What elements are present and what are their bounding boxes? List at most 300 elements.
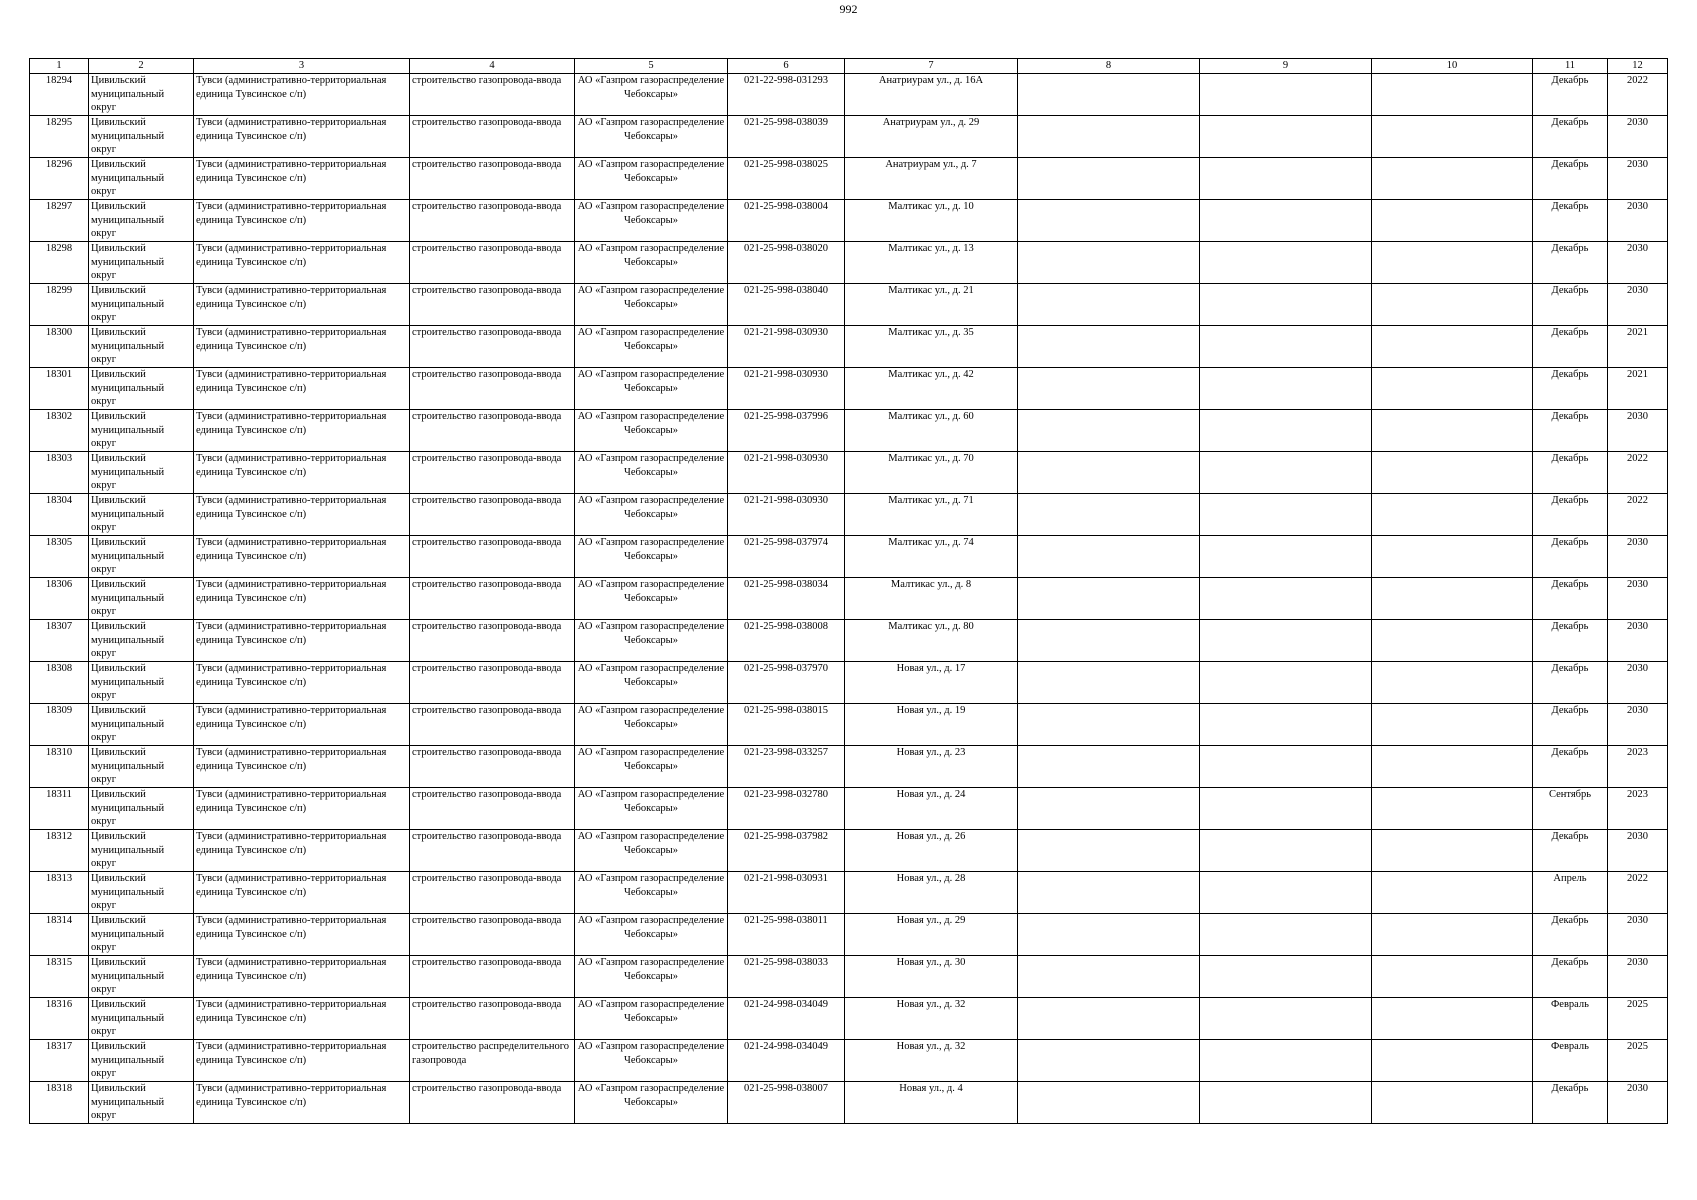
month-cell: Декабрь bbox=[1533, 536, 1608, 578]
table-row bbox=[30, 746, 1668, 788]
work-type-cell: строительство газопровода-ввода bbox=[410, 956, 575, 998]
object-code-cell: 021-23-998-033257 bbox=[728, 746, 845, 788]
work-type-cell: строительство газопровода-ввода bbox=[410, 620, 575, 662]
empty-cell-9 bbox=[1200, 242, 1372, 284]
table-row bbox=[30, 452, 1668, 494]
district-cell: Цивильский муниципальный округ bbox=[89, 746, 194, 788]
row-number: 18305 bbox=[30, 536, 89, 578]
empty-cell-8 bbox=[1018, 410, 1200, 452]
empty-cell-9 bbox=[1200, 956, 1372, 998]
settlement-cell: Тувси (административно-территориальная единица Тувсинское с/п) bbox=[194, 620, 410, 662]
district-cell: Цивильский муниципальный округ bbox=[89, 326, 194, 368]
row-number: 18311 bbox=[30, 788, 89, 830]
month-cell: Декабрь bbox=[1533, 242, 1608, 284]
column-header: 6 bbox=[728, 59, 845, 74]
empty-cell-9 bbox=[1200, 704, 1372, 746]
empty-cell-8 bbox=[1018, 830, 1200, 872]
work-type-cell: строительство газопровода-ввода bbox=[410, 830, 575, 872]
month-cell: Декабрь bbox=[1533, 704, 1608, 746]
empty-cell-10 bbox=[1372, 746, 1533, 788]
row-number: 18294 bbox=[30, 74, 89, 116]
year-cell: 2030 bbox=[1608, 1082, 1668, 1124]
address-cell: Новая ул., д. 30 bbox=[845, 956, 1018, 998]
table-body bbox=[30, 74, 1668, 1124]
table-row bbox=[30, 116, 1668, 158]
empty-cell-8 bbox=[1018, 200, 1200, 242]
district-cell: Цивильский муниципальный округ bbox=[89, 116, 194, 158]
year-cell: 2022 bbox=[1608, 74, 1668, 116]
year-cell: 2030 bbox=[1608, 242, 1668, 284]
empty-cell-8 bbox=[1018, 872, 1200, 914]
row-number: 18310 bbox=[30, 746, 89, 788]
year-cell: 2030 bbox=[1608, 830, 1668, 872]
organization-cell: АО «Газпром газораспределение Чебоксары» bbox=[575, 620, 728, 662]
month-cell: Декабрь bbox=[1533, 200, 1608, 242]
district-cell: Цивильский муниципальный округ bbox=[89, 830, 194, 872]
work-type-cell: строительство газопровода-ввода bbox=[410, 116, 575, 158]
year-cell: 2021 bbox=[1608, 368, 1668, 410]
empty-cell-10 bbox=[1372, 410, 1533, 452]
address-cell: Малтикас ул., д. 74 bbox=[845, 536, 1018, 578]
column-header: 9 bbox=[1200, 59, 1372, 74]
settlement-cell: Тувси (административно-территориальная единица Тувсинское с/п) bbox=[194, 74, 410, 116]
table-row bbox=[30, 410, 1668, 452]
object-code-cell: 021-21-998-030931 bbox=[728, 872, 845, 914]
empty-cell-9 bbox=[1200, 662, 1372, 704]
year-cell: 2030 bbox=[1608, 410, 1668, 452]
register-table bbox=[29, 58, 1668, 1124]
column-header: 7 bbox=[845, 59, 1018, 74]
row-number: 18314 bbox=[30, 914, 89, 956]
empty-cell-9 bbox=[1200, 998, 1372, 1040]
month-cell: Декабрь bbox=[1533, 662, 1608, 704]
settlement-cell: Тувси (административно-территориальная единица Тувсинское с/п) bbox=[194, 326, 410, 368]
year-cell: 2022 bbox=[1608, 452, 1668, 494]
empty-cell-8 bbox=[1018, 578, 1200, 620]
month-cell: Декабрь bbox=[1533, 158, 1608, 200]
work-type-cell: строительство газопровода-ввода bbox=[410, 788, 575, 830]
organization-cell: АО «Газпром газораспределение Чебоксары» bbox=[575, 536, 728, 578]
settlement-cell: Тувси (административно-территориальная единица Тувсинское с/п) bbox=[194, 452, 410, 494]
month-cell: Декабрь bbox=[1533, 116, 1608, 158]
district-cell: Цивильский муниципальный округ bbox=[89, 578, 194, 620]
empty-cell-10 bbox=[1372, 74, 1533, 116]
empty-cell-9 bbox=[1200, 74, 1372, 116]
address-cell: Малтикас ул., д. 60 bbox=[845, 410, 1018, 452]
settlement-cell: Тувси (административно-территориальная единица Тувсинское с/п) bbox=[194, 788, 410, 830]
object-code-cell: 021-25-998-038004 bbox=[728, 200, 845, 242]
settlement-cell: Тувси (административно-территориальная единица Тувсинское с/п) bbox=[194, 200, 410, 242]
empty-cell-8 bbox=[1018, 494, 1200, 536]
empty-cell-10 bbox=[1372, 116, 1533, 158]
empty-cell-9 bbox=[1200, 536, 1372, 578]
address-cell: Новая ул., д. 19 bbox=[845, 704, 1018, 746]
year-cell: 2030 bbox=[1608, 200, 1668, 242]
table-row bbox=[30, 368, 1668, 410]
object-code-cell: 021-22-998-031293 bbox=[728, 74, 845, 116]
empty-cell-9 bbox=[1200, 1082, 1372, 1124]
address-cell: Малтикас ул., д. 70 bbox=[845, 452, 1018, 494]
row-number: 18300 bbox=[30, 326, 89, 368]
organization-cell: АО «Газпром газораспределение Чебоксары» bbox=[575, 410, 728, 452]
work-type-cell: строительство газопровода-ввода bbox=[410, 494, 575, 536]
empty-cell-10 bbox=[1372, 158, 1533, 200]
empty-cell-8 bbox=[1018, 536, 1200, 578]
table-row bbox=[30, 74, 1668, 116]
empty-cell-9 bbox=[1200, 620, 1372, 662]
year-cell: 2030 bbox=[1608, 578, 1668, 620]
organization-cell: АО «Газпром газораспределение Чебоксары» bbox=[575, 998, 728, 1040]
object-code-cell: 021-25-998-038008 bbox=[728, 620, 845, 662]
settlement-cell: Тувси (административно-территориальная единица Тувсинское с/п) bbox=[194, 494, 410, 536]
month-cell: Декабрь bbox=[1533, 368, 1608, 410]
address-cell: Малтикас ул., д. 10 bbox=[845, 200, 1018, 242]
month-cell: Декабрь bbox=[1533, 620, 1608, 662]
settlement-cell: Тувси (административно-территориальная единица Тувсинское с/п) bbox=[194, 704, 410, 746]
organization-cell: АО «Газпром газораспределение Чебоксары» bbox=[575, 704, 728, 746]
organization-cell: АО «Газпром газораспределение Чебоксары» bbox=[575, 830, 728, 872]
empty-cell-10 bbox=[1372, 494, 1533, 536]
work-type-cell: строительство газопровода-ввода bbox=[410, 1082, 575, 1124]
year-cell: 2030 bbox=[1608, 116, 1668, 158]
work-type-cell: строительство газопровода-ввода bbox=[410, 536, 575, 578]
empty-cell-8 bbox=[1018, 368, 1200, 410]
column-header: 1 bbox=[30, 59, 89, 74]
district-cell: Цивильский муниципальный округ bbox=[89, 956, 194, 998]
empty-cell-9 bbox=[1200, 830, 1372, 872]
district-cell: Цивильский муниципальный округ bbox=[89, 620, 194, 662]
object-code-cell: 021-25-998-038025 bbox=[728, 158, 845, 200]
object-code-cell: 021-25-998-038033 bbox=[728, 956, 845, 998]
month-cell: Декабрь bbox=[1533, 410, 1608, 452]
district-cell: Цивильский муниципальный округ bbox=[89, 998, 194, 1040]
organization-cell: АО «Газпром газораспределение Чебоксары» bbox=[575, 578, 728, 620]
empty-cell-10 bbox=[1372, 788, 1533, 830]
settlement-cell: Тувси (административно-территориальная единица Тувсинское с/п) bbox=[194, 1082, 410, 1124]
empty-cell-10 bbox=[1372, 326, 1533, 368]
table-row bbox=[30, 158, 1668, 200]
district-cell: Цивильский муниципальный округ bbox=[89, 872, 194, 914]
work-type-cell: строительство газопровода-ввода bbox=[410, 452, 575, 494]
district-cell: Цивильский муниципальный округ bbox=[89, 410, 194, 452]
empty-cell-8 bbox=[1018, 242, 1200, 284]
organization-cell: АО «Газпром газораспределение Чебоксары» bbox=[575, 452, 728, 494]
district-cell: Цивильский муниципальный округ bbox=[89, 662, 194, 704]
district-cell: Цивильский муниципальный округ bbox=[89, 1082, 194, 1124]
empty-cell-9 bbox=[1200, 284, 1372, 326]
table-row bbox=[30, 1040, 1668, 1082]
organization-cell: АО «Газпром газораспределение Чебоксары» bbox=[575, 158, 728, 200]
empty-cell-8 bbox=[1018, 704, 1200, 746]
work-type-cell: строительство газопровода-ввода bbox=[410, 872, 575, 914]
table-row bbox=[30, 242, 1668, 284]
table-row bbox=[30, 200, 1668, 242]
row-number: 18306 bbox=[30, 578, 89, 620]
month-cell: Декабрь bbox=[1533, 1082, 1608, 1124]
table-row bbox=[30, 788, 1668, 830]
year-cell: 2030 bbox=[1608, 620, 1668, 662]
organization-cell: АО «Газпром газораспределение Чебоксары» bbox=[575, 284, 728, 326]
empty-cell-10 bbox=[1372, 704, 1533, 746]
organization-cell: АО «Газпром газораспределение Чебоксары» bbox=[575, 746, 728, 788]
empty-cell-9 bbox=[1200, 158, 1372, 200]
month-cell: Декабрь bbox=[1533, 452, 1608, 494]
row-number: 18315 bbox=[30, 956, 89, 998]
organization-cell: АО «Газпром газораспределение Чебоксары» bbox=[575, 914, 728, 956]
district-cell: Цивильский муниципальный округ bbox=[89, 452, 194, 494]
address-cell: Новая ул., д. 32 bbox=[845, 1040, 1018, 1082]
address-cell: Малтикас ул., д. 35 bbox=[845, 326, 1018, 368]
empty-cell-9 bbox=[1200, 326, 1372, 368]
object-code-cell: 021-25-998-038040 bbox=[728, 284, 845, 326]
empty-cell-8 bbox=[1018, 116, 1200, 158]
object-code-cell: 021-25-998-038007 bbox=[728, 1082, 845, 1124]
empty-cell-9 bbox=[1200, 746, 1372, 788]
address-cell: Малтикас ул., д. 13 bbox=[845, 242, 1018, 284]
column-header: 5 bbox=[575, 59, 728, 74]
column-header: 8 bbox=[1018, 59, 1200, 74]
month-cell: Декабрь bbox=[1533, 494, 1608, 536]
district-cell: Цивильский муниципальный округ bbox=[89, 788, 194, 830]
table-row bbox=[30, 536, 1668, 578]
table-row bbox=[30, 494, 1668, 536]
empty-cell-9 bbox=[1200, 872, 1372, 914]
settlement-cell: Тувси (административно-территориальная единица Тувсинское с/п) bbox=[194, 830, 410, 872]
empty-cell-8 bbox=[1018, 620, 1200, 662]
organization-cell: АО «Газпром газораспределение Чебоксары» bbox=[575, 872, 728, 914]
empty-cell-10 bbox=[1372, 830, 1533, 872]
empty-cell-9 bbox=[1200, 368, 1372, 410]
object-code-cell: 021-21-998-030930 bbox=[728, 368, 845, 410]
work-type-cell: строительство газопровода-ввода bbox=[410, 998, 575, 1040]
month-cell: Декабрь bbox=[1533, 956, 1608, 998]
empty-cell-10 bbox=[1372, 1082, 1533, 1124]
empty-cell-8 bbox=[1018, 788, 1200, 830]
settlement-cell: Тувси (административно-территориальная единица Тувсинское с/п) bbox=[194, 158, 410, 200]
settlement-cell: Тувси (административно-территориальная единица Тувсинское с/п) bbox=[194, 872, 410, 914]
district-cell: Цивильский муниципальный округ bbox=[89, 536, 194, 578]
empty-cell-9 bbox=[1200, 410, 1372, 452]
month-cell: Февраль bbox=[1533, 1040, 1608, 1082]
column-number-row bbox=[30, 59, 1668, 74]
empty-cell-10 bbox=[1372, 284, 1533, 326]
table-row bbox=[30, 956, 1668, 998]
district-cell: Цивильский муниципальный округ bbox=[89, 914, 194, 956]
column-header: 2 bbox=[89, 59, 194, 74]
table-row bbox=[30, 284, 1668, 326]
address-cell: Малтикас ул., д. 8 bbox=[845, 578, 1018, 620]
district-cell: Цивильский муниципальный округ bbox=[89, 704, 194, 746]
empty-cell-10 bbox=[1372, 200, 1533, 242]
organization-cell: АО «Газпром газораспределение Чебоксары» bbox=[575, 1082, 728, 1124]
month-cell: Декабрь bbox=[1533, 830, 1608, 872]
object-code-cell: 021-24-998-034049 bbox=[728, 1040, 845, 1082]
month-cell: Декабрь bbox=[1533, 746, 1608, 788]
row-number: 18318 bbox=[30, 1082, 89, 1124]
settlement-cell: Тувси (административно-территориальная единица Тувсинское с/п) bbox=[194, 242, 410, 284]
month-cell: Сентябрь bbox=[1533, 788, 1608, 830]
empty-cell-8 bbox=[1018, 998, 1200, 1040]
table-row bbox=[30, 326, 1668, 368]
work-type-cell: строительство газопровода-ввода bbox=[410, 662, 575, 704]
work-type-cell: строительство газопровода-ввода bbox=[410, 326, 575, 368]
settlement-cell: Тувси (административно-территориальная единица Тувсинское с/п) bbox=[194, 914, 410, 956]
empty-cell-9 bbox=[1200, 116, 1372, 158]
empty-cell-8 bbox=[1018, 662, 1200, 704]
district-cell: Цивильский муниципальный округ bbox=[89, 1040, 194, 1082]
organization-cell: АО «Газпром газораспределение Чебоксары» bbox=[575, 1040, 728, 1082]
year-cell: 2030 bbox=[1608, 536, 1668, 578]
district-cell: Цивильский муниципальный округ bbox=[89, 200, 194, 242]
district-cell: Цивильский муниципальный округ bbox=[89, 158, 194, 200]
year-cell: 2023 bbox=[1608, 788, 1668, 830]
object-code-cell: 021-25-998-037996 bbox=[728, 410, 845, 452]
organization-cell: АО «Газпром газораспределение Чебоксары» bbox=[575, 788, 728, 830]
month-cell: Апрель bbox=[1533, 872, 1608, 914]
row-number: 18297 bbox=[30, 200, 89, 242]
work-type-cell: строительство распределительного газопровода bbox=[410, 1040, 575, 1082]
organization-cell: АО «Газпром газораспределение Чебоксары» bbox=[575, 116, 728, 158]
empty-cell-10 bbox=[1372, 578, 1533, 620]
settlement-cell: Тувси (административно-территориальная единица Тувсинское с/п) bbox=[194, 662, 410, 704]
row-number: 18299 bbox=[30, 284, 89, 326]
table-row bbox=[30, 578, 1668, 620]
address-cell: Новая ул., д. 32 bbox=[845, 998, 1018, 1040]
month-cell: Февраль bbox=[1533, 998, 1608, 1040]
district-cell: Цивильский муниципальный округ bbox=[89, 368, 194, 410]
address-cell: Анатриурам ул., д. 29 bbox=[845, 116, 1018, 158]
object-code-cell: 021-25-998-038034 bbox=[728, 578, 845, 620]
organization-cell: АО «Газпром газораспределение Чебоксары» bbox=[575, 368, 728, 410]
empty-cell-9 bbox=[1200, 788, 1372, 830]
address-cell: Малтикас ул., д. 42 bbox=[845, 368, 1018, 410]
settlement-cell: Тувси (административно-территориальная единица Тувсинское с/п) bbox=[194, 956, 410, 998]
empty-cell-10 bbox=[1372, 242, 1533, 284]
empty-cell-8 bbox=[1018, 1082, 1200, 1124]
district-cell: Цивильский муниципальный округ bbox=[89, 74, 194, 116]
work-type-cell: строительство газопровода-ввода bbox=[410, 704, 575, 746]
year-cell: 2030 bbox=[1608, 284, 1668, 326]
organization-cell: АО «Газпром газораспределение Чебоксары» bbox=[575, 494, 728, 536]
empty-cell-9 bbox=[1200, 494, 1372, 536]
empty-cell-8 bbox=[1018, 914, 1200, 956]
year-cell: 2021 bbox=[1608, 326, 1668, 368]
empty-cell-10 bbox=[1372, 662, 1533, 704]
address-cell: Анатриурам ул., д. 16А bbox=[845, 74, 1018, 116]
empty-cell-9 bbox=[1200, 452, 1372, 494]
empty-cell-8 bbox=[1018, 452, 1200, 494]
object-code-cell: 021-24-998-034049 bbox=[728, 998, 845, 1040]
year-cell: 2022 bbox=[1608, 494, 1668, 536]
address-cell: Новая ул., д. 24 bbox=[845, 788, 1018, 830]
empty-cell-8 bbox=[1018, 1040, 1200, 1082]
column-header: 3 bbox=[194, 59, 410, 74]
settlement-cell: Тувси (административно-территориальная единица Тувсинское с/п) bbox=[194, 284, 410, 326]
empty-cell-9 bbox=[1200, 578, 1372, 620]
address-cell: Новая ул., д. 17 bbox=[845, 662, 1018, 704]
row-number: 18317 bbox=[30, 1040, 89, 1082]
page-number: 992 bbox=[839, 2, 858, 16]
year-cell: 2030 bbox=[1608, 956, 1668, 998]
organization-cell: АО «Газпром газораспределение Чебоксары» bbox=[575, 662, 728, 704]
organization-cell: АО «Газпром газораспределение Чебоксары» bbox=[575, 200, 728, 242]
row-number: 18298 bbox=[30, 242, 89, 284]
empty-cell-10 bbox=[1372, 620, 1533, 662]
empty-cell-9 bbox=[1200, 1040, 1372, 1082]
organization-cell: АО «Газпром газораспределение Чебоксары» bbox=[575, 242, 728, 284]
column-header: 11 bbox=[1533, 59, 1608, 74]
month-cell: Декабрь bbox=[1533, 578, 1608, 620]
district-cell: Цивильский муниципальный округ bbox=[89, 494, 194, 536]
district-cell: Цивильский муниципальный округ bbox=[89, 242, 194, 284]
organization-cell: АО «Газпром газораспределение Чебоксары» bbox=[575, 956, 728, 998]
organization-cell: АО «Газпром газораспределение Чебоксары» bbox=[575, 74, 728, 116]
work-type-cell: строительство газопровода-ввода bbox=[410, 158, 575, 200]
work-type-cell: строительство газопровода-ввода bbox=[410, 284, 575, 326]
table-row bbox=[30, 830, 1668, 872]
object-code-cell: 021-23-998-032780 bbox=[728, 788, 845, 830]
year-cell: 2030 bbox=[1608, 704, 1668, 746]
address-cell: Новая ул., д. 28 bbox=[845, 872, 1018, 914]
work-type-cell: строительство газопровода-ввода bbox=[410, 914, 575, 956]
row-number: 18308 bbox=[30, 662, 89, 704]
empty-cell-8 bbox=[1018, 326, 1200, 368]
address-cell: Малтикас ул., д. 80 bbox=[845, 620, 1018, 662]
work-type-cell: строительство газопровода-ввода bbox=[410, 368, 575, 410]
empty-cell-10 bbox=[1372, 368, 1533, 410]
empty-cell-10 bbox=[1372, 452, 1533, 494]
column-header: 10 bbox=[1372, 59, 1533, 74]
object-code-cell: 021-25-998-037970 bbox=[728, 662, 845, 704]
table-row bbox=[30, 872, 1668, 914]
settlement-cell: Тувси (административно-территориальная единица Тувсинское с/п) bbox=[194, 410, 410, 452]
table-row bbox=[30, 914, 1668, 956]
settlement-cell: Тувси (административно-территориальная единица Тувсинское с/п) bbox=[194, 998, 410, 1040]
year-cell: 2025 bbox=[1608, 1040, 1668, 1082]
table-row bbox=[30, 620, 1668, 662]
empty-cell-9 bbox=[1200, 914, 1372, 956]
object-code-cell: 021-21-998-030930 bbox=[728, 494, 845, 536]
empty-cell-10 bbox=[1372, 998, 1533, 1040]
row-number: 18313 bbox=[30, 872, 89, 914]
object-code-cell: 021-25-998-038020 bbox=[728, 242, 845, 284]
empty-cell-10 bbox=[1372, 1040, 1533, 1082]
address-cell: Новая ул., д. 29 bbox=[845, 914, 1018, 956]
table-row bbox=[30, 1082, 1668, 1124]
object-code-cell: 021-25-998-037974 bbox=[728, 536, 845, 578]
year-cell: 2030 bbox=[1608, 914, 1668, 956]
address-cell: Анатриурам ул., д. 7 bbox=[845, 158, 1018, 200]
month-cell: Декабрь bbox=[1533, 914, 1608, 956]
district-cell: Цивильский муниципальный округ bbox=[89, 284, 194, 326]
row-number: 18309 bbox=[30, 704, 89, 746]
object-code-cell: 021-25-998-038039 bbox=[728, 116, 845, 158]
row-number: 18296 bbox=[30, 158, 89, 200]
row-number: 18302 bbox=[30, 410, 89, 452]
object-code-cell: 021-21-998-030930 bbox=[728, 326, 845, 368]
work-type-cell: строительство газопровода-ввода bbox=[410, 242, 575, 284]
empty-cell-10 bbox=[1372, 956, 1533, 998]
row-number: 18312 bbox=[30, 830, 89, 872]
row-number: 18304 bbox=[30, 494, 89, 536]
year-cell: 2023 bbox=[1608, 746, 1668, 788]
row-number: 18295 bbox=[30, 116, 89, 158]
address-cell: Новая ул., д. 4 bbox=[845, 1082, 1018, 1124]
table-row bbox=[30, 662, 1668, 704]
year-cell: 2030 bbox=[1608, 158, 1668, 200]
table-row bbox=[30, 704, 1668, 746]
month-cell: Декабрь bbox=[1533, 326, 1608, 368]
